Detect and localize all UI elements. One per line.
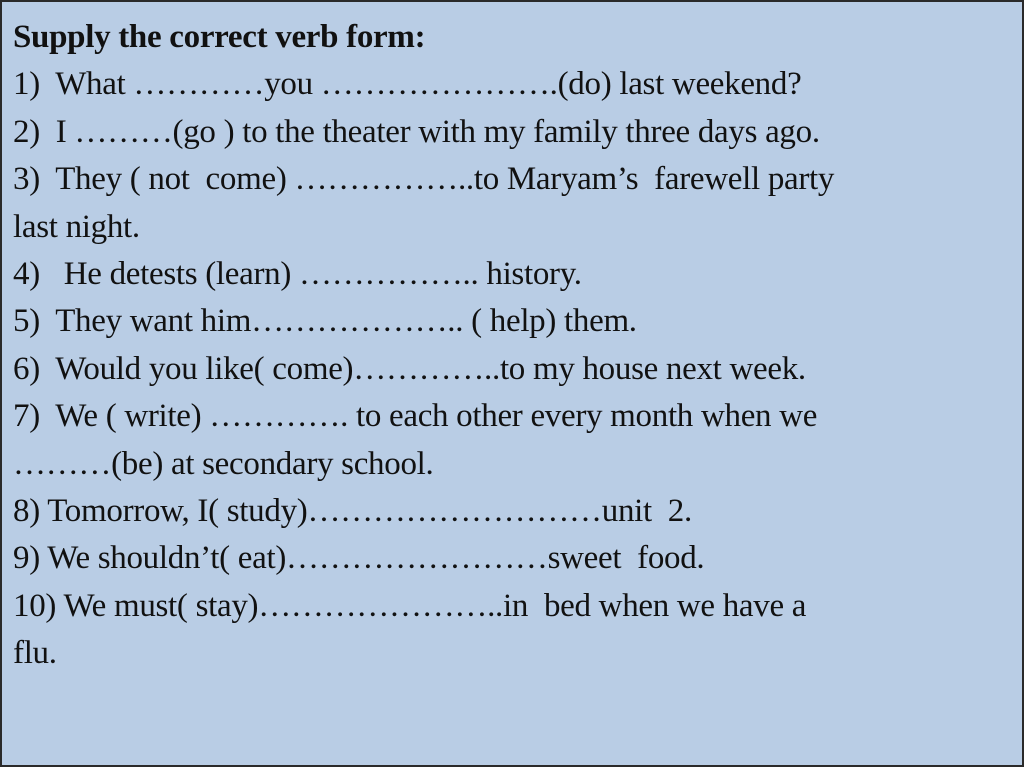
exercise-line-5: 5) They want him……………….. ( help) them.: [13, 303, 637, 340]
exercise-line-9: 9) We shouldn’t( eat)……………………sweet food.: [13, 540, 705, 577]
exercise-line-2: 2) I ………(go ) to the theater with my family three days ago.: [13, 113, 820, 150]
exercise-line-3: 3) They ( not come) ……………..to Maryam’s farewell party: [13, 161, 835, 198]
exercise-line-3-continued: last night.: [13, 208, 140, 245]
exercise-line-7: 7) We ( write) …………. to each other every month when we: [13, 398, 818, 435]
exercise-line-10-continued: flu.: [13, 635, 57, 672]
exercise-line-10: 10) We must( stay)…………………..in bed when we have a: [13, 587, 807, 624]
exercise-line-1: 1) What …………you ………………….(do) last weekend?: [13, 66, 802, 103]
exercise-line-8: 8) Tomorrow, I( study)………………………unit 2.: [13, 492, 692, 529]
exercise-line-4: 4) He detests (learn) …………….. history.: [13, 255, 582, 292]
worksheet-content: [13, 14, 1013, 677]
exercise-line-6: 6) Would you like( come)…………..to my house next week.: [13, 350, 806, 387]
worksheet-title: Supply the correct verb form:: [13, 19, 426, 55]
exercise-line-7-continued: ………(be) at secondary school.: [13, 445, 434, 482]
